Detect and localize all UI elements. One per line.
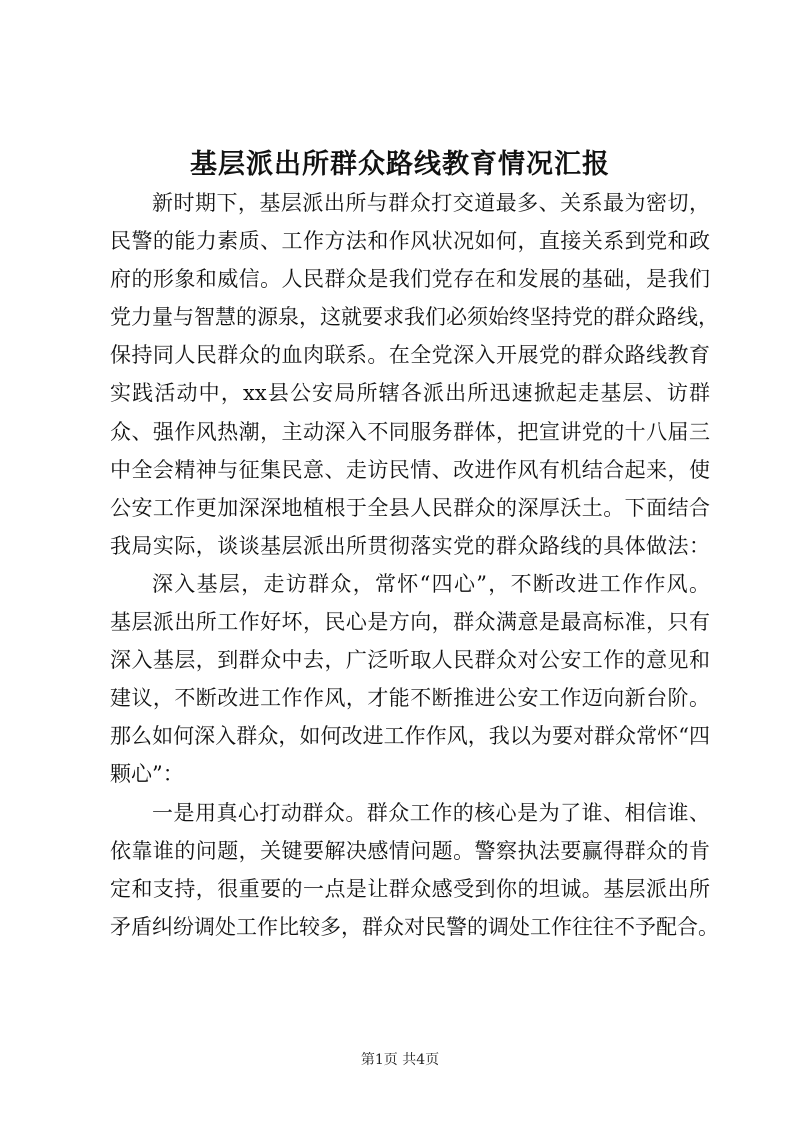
page-footer: 第1页 共4页 xyxy=(360,1052,440,1068)
text-line: 矛盾纠纷调处工作比较多，群众对民警的调处工作往往不予配合。 xyxy=(110,914,719,939)
text-line: 一是用真心打动群众。群众工作的核心是为了谁、相信谁、 xyxy=(152,800,710,825)
text-line: 依靠谁的问题，关键要解决感情问题。警察执法要赢得群众的肯 xyxy=(110,838,710,863)
text-line: 建议，不断改进工作作风，才能不断推进公安工作迈向新台阶。 xyxy=(110,686,710,711)
text-line: 新时期下，基层派出所与群众打交道最多、关系最为密切， xyxy=(152,191,710,215)
text-line: 实践活动中，xx县公安局所辖各派出所迅速掀起走基层、访群 xyxy=(110,381,710,406)
text-line: 定和支持，很重要的一点是让群众感受到你的坦诚。基层派出所 xyxy=(110,876,710,901)
text-line: 深入基层，到群众中去，广泛听取人民群众对公安工作的意见和 xyxy=(110,648,710,673)
text-line: 保持同人民群众的血肉联系。在全党深入开展党的群众路线教育 xyxy=(110,343,710,368)
text-line: 我局实际，谈谈基层派出所贯彻落实党的群众路线的具体做法： xyxy=(110,533,710,558)
text-line: 党力量与智慧的源泉，这就要求我们必须始终坚持党的群众路线， xyxy=(110,305,719,330)
text-line: 公安工作更加深深地植根于全县人民群众的深厚沃土。下面结合 xyxy=(110,495,710,520)
text-line: 深入基层，走访群众，常怀“四心”，不断改进工作作风。 xyxy=(152,571,710,596)
document-title: 基层派出所群众路线教育情况汇报 xyxy=(190,149,610,180)
text-line: 民警的能力素质、工作方法和作风状况如何，直接关系到党和政 xyxy=(110,229,710,254)
text-line: 中全会精神与征集民意、走访民情、改进作风有机结合起来，使 xyxy=(110,457,710,482)
text-line: 那么如何深入群众，如何改进工作作风，我以为要对群众常怀“四 xyxy=(110,724,710,749)
text-line: 基层派出所工作好坏，民心是方向，群众满意是最高标准，只有 xyxy=(110,610,710,635)
text-line: 府的形象和威信。人民群众是我们党存在和发展的基础，是我们 xyxy=(110,267,710,292)
document-body xyxy=(110,184,719,946)
text-line: 颗心”： xyxy=(110,762,184,787)
text-line: 众、强作风热潮，主动深入不同服务群体，把宣讲党的十八届三 xyxy=(110,419,710,444)
